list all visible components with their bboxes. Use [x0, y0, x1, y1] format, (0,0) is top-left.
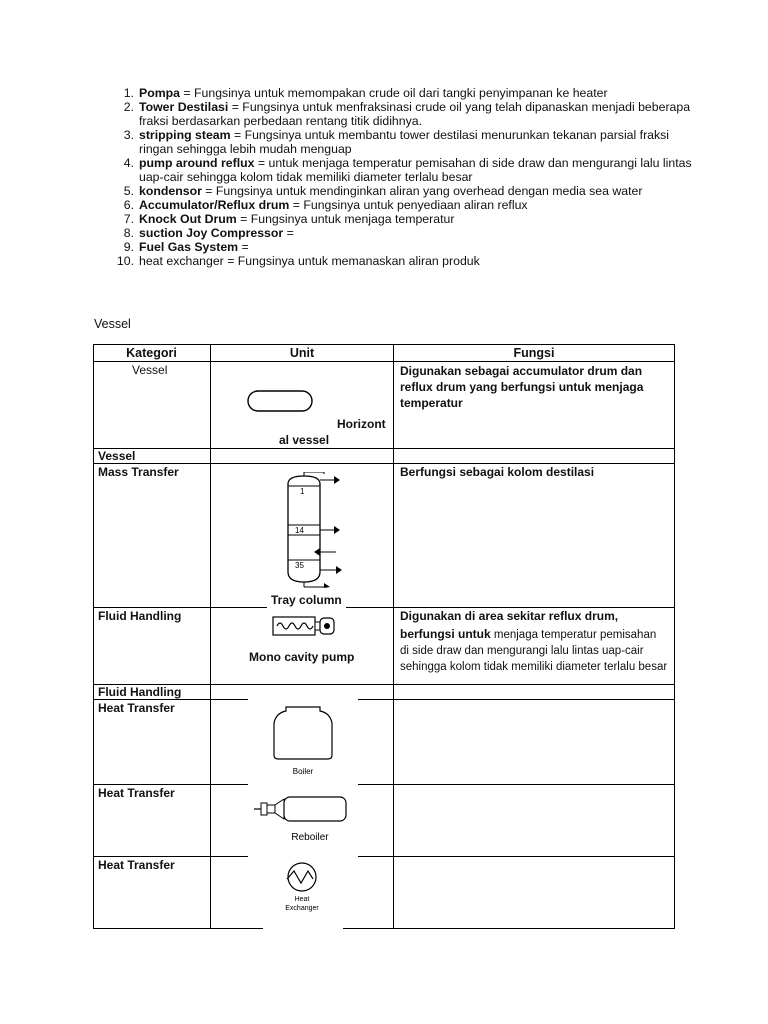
list-term: Tower Destilasi [139, 100, 229, 114]
svg-text:Boiler: Boiler [292, 767, 314, 776]
list-text: = Fungsinya untuk membantu tower destilasi menurunkan tekanan parsial fraksi ringan sehingga lebih mudah menguap [139, 128, 670, 156]
row-fungsi: Digunakan di area sekitar reflux drum, berfungsi untuk menjaga temperatur pemisahan di side draw dan mengurangi lalu lintas uap-cair sehingga kolom tidak memiliki diameter terlalu besar [400, 609, 668, 673]
list-text: = Fungsinya untuk mendinginkan aliran yang overhead dengan media sea water [201, 184, 643, 198]
table-divider [210, 344, 211, 929]
list-item: 6. Accumulator/Reflux drum = Fungsinya untuk penyediaan aliran reflux [123, 198, 528, 212]
list-item: 5. kondensor = Fungsinya untuk mendinginkan aliran yang overhead dengan media sea water [123, 184, 643, 198]
list-text: = untuk menjaga temperatur pemisahan di side draw dan mengurangi lalu lintas uap-cair sehingga kolom tidak memiliki diameter terlalu besar [139, 156, 692, 184]
list-term: Pompa [139, 86, 180, 100]
horizontal-vessel-icon [247, 390, 313, 412]
numbered-list [112, 86, 692, 268]
row-fungsi: Berfungsi sebagai kolom destilasi [400, 465, 595, 479]
mono-cavity-pump-icon [271, 614, 337, 638]
list-item: 2. Tower Destilasi = Fungsinya untuk menfraksinasi crude oil yang telah dipanaskan menjadi beberapa fraksi berdasarkan perbedaan rentang titik didihnya. [123, 100, 691, 128]
list-item: 8. suction Joy Compressor = [123, 226, 294, 240]
list-term: stripping steam [139, 128, 231, 142]
section-title: Vessel [94, 317, 131, 331]
list-term: pump around reflux [139, 156, 255, 170]
header-fungsi: Fungsi [513, 346, 555, 360]
table-divider [393, 344, 394, 929]
list-term: kondensor [139, 184, 202, 198]
header-unit: Unit [289, 346, 315, 360]
heat-exchanger-icon [263, 857, 343, 929]
list-term: suction Joy Compressor [139, 226, 284, 240]
table-divider [93, 448, 675, 449]
list-text: = Fungsinya untuk menfraksinasi crude oil yang telah dipanaskan menjadi beberapa fraksi berdasarkan perbedaan rentang titik didihnya. [139, 100, 691, 128]
unit-caption: Mono cavity pump [249, 650, 355, 664]
tray-column-icon [278, 472, 358, 588]
row-kategori: Heat Transfer [98, 701, 175, 715]
list-text: = [238, 240, 249, 254]
list-item: 1. Pompa = Fungsinya untuk memompakan crude oil dari tangki penyimpanan ke heater [123, 86, 608, 100]
unit-caption: Tray column [267, 592, 346, 608]
table-border [674, 344, 675, 929]
svg-text:14: 14 [295, 526, 304, 535]
list-item: 4. pump around reflux = untuk menjaga temperatur pemisahan di side draw dan mengurangi lalu lintas uap-cair sehingga kolom tidak memiliki diameter terlalu besar [123, 156, 692, 184]
svg-text:Heat: Heat [294, 896, 310, 903]
row-kategori: Mass Transfer [98, 465, 179, 479]
row-kategori: Vessel [132, 363, 168, 377]
table-border [93, 928, 675, 929]
header-kategori: Kategori [126, 346, 177, 360]
list-item: 9. Fuel Gas System = [123, 240, 249, 254]
row-kategori: Vessel [98, 449, 136, 463]
row-kategori: Fluid Handling [98, 609, 182, 623]
table-divider [93, 361, 675, 362]
svg-text:Exchanger: Exchanger [285, 905, 319, 912]
unit-caption: Horizont [337, 417, 386, 431]
row-kategori: Fluid Handling [98, 685, 182, 699]
list-text: = Fungsinya untuk penyediaan aliran reflux [289, 198, 528, 212]
list-item: 3. stripping steam = Fungsinya untuk membantu tower destilasi menurunkan tekanan parsial fraksi ringan sehingga lebih mudah menguap [123, 128, 670, 156]
list-text: heat exchanger = Fungsinya untuk memanaskan aliran produk [139, 254, 480, 268]
list-term: Knock Out Drum [139, 212, 237, 226]
reboiler-icon [248, 785, 358, 857]
list-text: = Fungsinya untuk memompakan crude oil dari tangki penyimpanan ke heater [180, 86, 608, 100]
row-fungsi: Digunakan sebagai accumulator drum dan reflux drum yang berfungsi untuk menjaga temperatur [400, 364, 644, 410]
unit-caption: al vessel [279, 433, 330, 447]
svg-text:Reboiler: Reboiler [291, 832, 329, 843]
row-kategori: Heat Transfer [98, 786, 175, 800]
equipment-table [93, 344, 675, 929]
table-divider [93, 784, 675, 785]
list-text: = Fungsinya untuk menjaga temperatur [236, 212, 455, 226]
boiler-icon [248, 697, 358, 785]
row-kategori: Heat Transfer [98, 858, 175, 872]
list-item: 10. heat exchanger = Fungsinya untuk memanaskan aliran produk [116, 254, 480, 268]
svg-text:1: 1 [300, 487, 305, 496]
table-divider [93, 856, 675, 857]
list-term: Fuel Gas System [139, 240, 239, 254]
list-term: Accumulator/Reflux drum [139, 198, 290, 212]
list-item: 7. Knock Out Drum = Fungsinya untuk menjaga temperatur [123, 212, 455, 226]
list-text: = [283, 226, 294, 240]
table-border [93, 344, 94, 929]
svg-text:35: 35 [295, 561, 304, 570]
